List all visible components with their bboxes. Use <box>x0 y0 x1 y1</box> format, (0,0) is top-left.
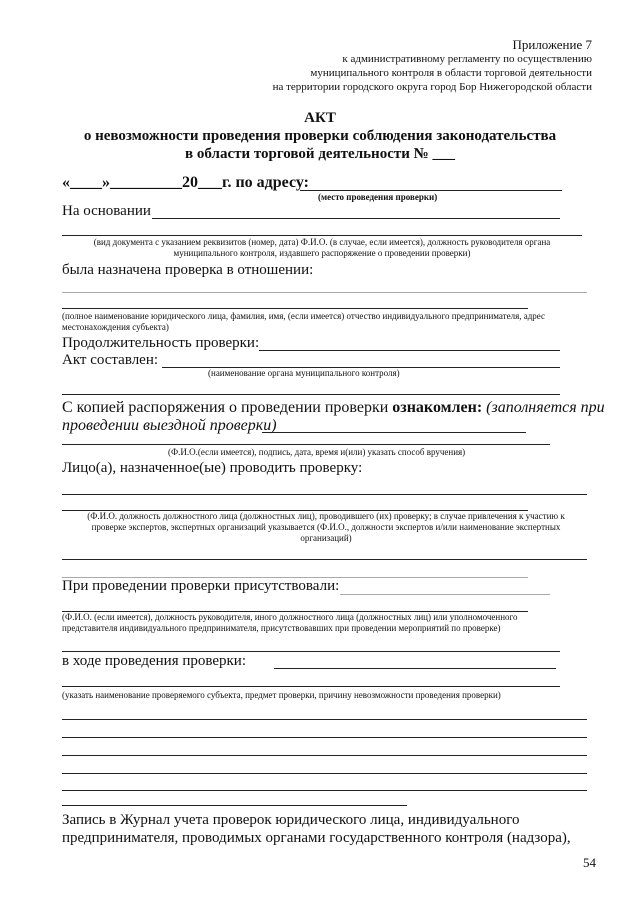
during-field-line-7 <box>62 790 587 791</box>
inspectors-caption-line-1: (Ф.И.О. должность должностного лица (должностных лиц), проводившего (их) проверку; в случае привлечения к участию к <box>87 511 565 521</box>
date-address-label: «____»_________20___г. по адресу: <box>62 174 309 191</box>
assigned-field-line-2 <box>62 308 528 309</box>
during-field-line-6 <box>62 773 587 774</box>
order-copy-field-line-2 <box>62 444 550 445</box>
compiled-label: Акт составлен: <box>62 352 159 368</box>
assigned-field-line <box>62 292 587 293</box>
during-label: в ходе проведения проверки: <box>62 653 247 669</box>
inspectors-field-line <box>62 494 587 495</box>
act-subtitle-1: о невозможности проведения проверки соблюдения законодательства <box>83 128 557 144</box>
assigned-caption-line-1: (полное наименование юридического лица, фамилия, имя, (если имеется) отчество индивидуального предпринимателя, адрес <box>62 311 546 321</box>
basis-caption <box>62 237 582 259</box>
duration-field-line <box>259 350 560 351</box>
act-subtitle-2: в области торговой деятельности № ___ <box>185 146 455 162</box>
during-field-line-4 <box>62 737 587 738</box>
inspectors-caption-line-3: организаций) <box>300 533 352 543</box>
journal-line-2: предпринимателя, проводимых органами государственного контроля (надзора), <box>62 830 571 846</box>
order-copy-line-1 <box>62 399 605 417</box>
page-number: 54 <box>583 855 596 870</box>
basis-caption-line-1: (вид документа с указанием реквизитов (номер, дата) Ф.И.О. (в случае, если имеется), должность руководителя органа <box>93 237 551 247</box>
act-title: АКТ <box>304 110 336 126</box>
during-field-line-5 <box>62 755 587 756</box>
appendix-line-1: к административному регламенту по осуществлению <box>342 53 592 65</box>
order-copy-caption: (Ф.И.О.(если имеется), подпись, дата, время и(или) указать способ вручения) <box>168 447 466 457</box>
journal-line-1: Запись в Журнал учета проверок юридического лица, индивидуального <box>62 812 520 828</box>
appendix-line-2: муниципального контроля в области торговой деятельности <box>310 67 592 79</box>
present-caption-line-1: (Ф.И.О. (если имеется), должность руководителя, иного должностного лица (должностных лиц) или уполномоченного <box>62 612 518 622</box>
separator-line <box>62 805 407 806</box>
assigned-label: была назначена проверка в отношении: <box>62 262 314 278</box>
basis-label: На основании <box>62 203 151 219</box>
basis-caption-line-2: муниципального контроля, издавшего распоряжение о проведении проверки) <box>173 248 471 258</box>
present-field-line-3 <box>62 651 560 652</box>
present-field-line <box>340 594 550 595</box>
inspectors-label: Лицо(а), назначенное(ые) проводить проверку: <box>62 460 363 476</box>
appendix-header <box>273 38 592 94</box>
basis-field-line <box>152 218 560 219</box>
order-copy-field-line <box>262 432 526 433</box>
appendix-number: Приложение 7 <box>512 37 592 52</box>
inspectors-field-line-3 <box>62 559 587 560</box>
during-field-line <box>274 668 556 669</box>
inspectors-caption-line-2: проверке экспертов, экспертных организаций указывается (Ф.И.О., должности экспертов и/или наименование экспертных <box>91 522 561 532</box>
inspectors-caption <box>62 511 590 544</box>
present-caption <box>62 612 590 634</box>
present-label: При проведении проверки присутствовали: <box>62 578 340 594</box>
order-copy-bold: ознакомлен: <box>392 399 487 416</box>
compiled-field-line-2 <box>62 394 560 395</box>
basis-field-line-2 <box>62 235 582 236</box>
assigned-caption <box>62 311 602 333</box>
order-copy-italic-1: (заполняется при <box>486 399 605 416</box>
during-field-line-3 <box>62 719 587 720</box>
order-copy-text: С копией распоряжения о проведении проверки <box>62 399 393 416</box>
during-field-line-2 <box>62 686 560 687</box>
address-field-line <box>300 190 562 191</box>
duration-label: Продолжительность проверки: <box>62 335 260 351</box>
assigned-caption-line-2: местонахождения субъекта) <box>62 322 169 332</box>
compiled-caption: (наименование органа муниципального контроля) <box>208 368 400 378</box>
address-caption: (место проведения проверки) <box>318 192 438 202</box>
order-copy-italic-2: проведении выездной проверки) <box>62 417 277 434</box>
appendix-line-3: на территории городского округа город Бор Нижегородской области <box>272 81 592 93</box>
present-caption-line-2: представителя индивидуального предпринимателя, присутствовавших при проведении мероприятий по проверке) <box>62 623 501 633</box>
during-caption: (указать наименование проверяемого субъекта, предмет проверки, причину невозможности проведения проверки) <box>62 690 501 700</box>
